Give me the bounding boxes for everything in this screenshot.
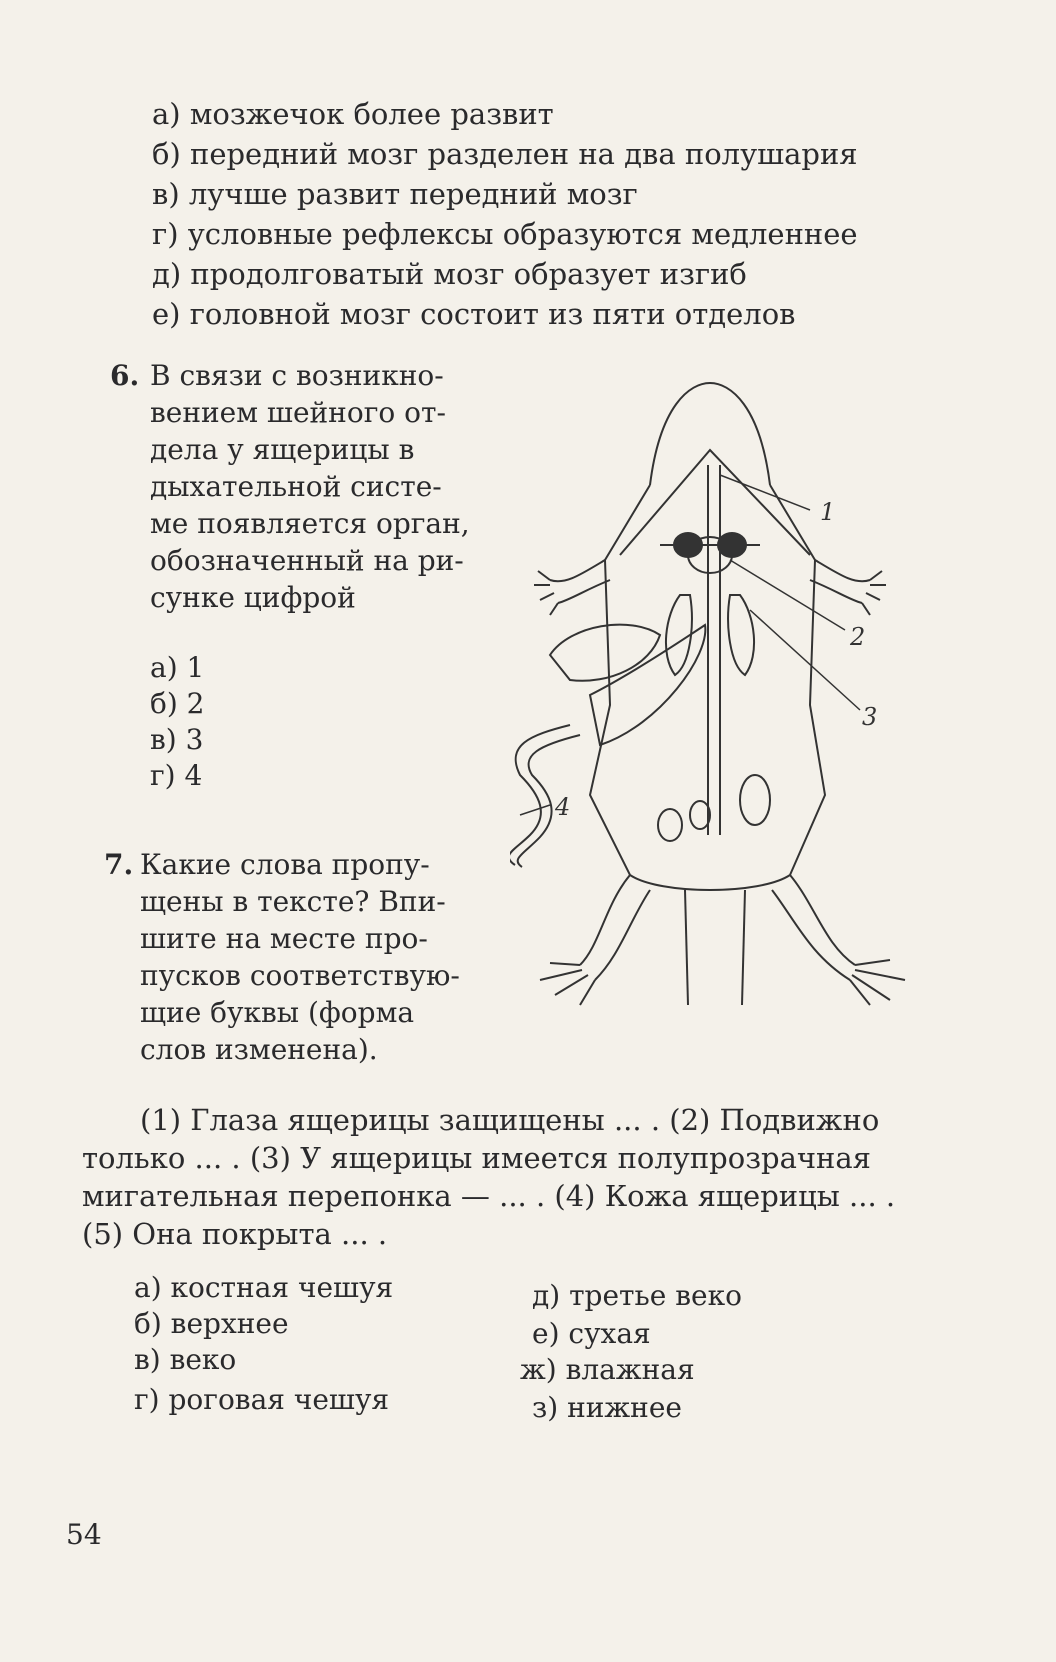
q6-option-c: в) 3 <box>150 723 204 756</box>
q5-option-e: д) продолговатый мозг образует изгиб <box>152 257 747 291</box>
q7-option-e: д) третье веко <box>532 1279 742 1312</box>
q7-line: щие буквы (форма <box>140 996 415 1029</box>
q7-passage-line: (1) Глаза ящерицы защищены ... . (2) Подвижно <box>140 1103 880 1137</box>
q6-line: ме появляется орган, <box>150 507 470 540</box>
q6-line: вением шейного от- <box>150 396 446 429</box>
q7-line: Какие слова пропу- <box>140 848 430 881</box>
q7-option-c: в) веко <box>134 1343 237 1376</box>
q7-option-d: г) роговая чешуя <box>134 1383 390 1416</box>
q6-line: обозначенный на ри- <box>150 544 464 577</box>
q6-option-b: б) 2 <box>150 687 205 720</box>
q7-number: 7. <box>104 848 134 881</box>
q6-option-a: а) 1 <box>150 651 205 684</box>
q6-number: 6. <box>110 359 140 392</box>
q7-line: шите на месте про- <box>140 922 428 955</box>
q7-option-b: б) верхнее <box>134 1307 289 1340</box>
q6-line: дела у ящерицы в <box>150 433 415 466</box>
q6-line: дыхательной систе- <box>150 470 442 503</box>
q7-option-f: е) сухая <box>532 1317 651 1350</box>
q5-option-d: г) условные рефлексы образуются медленнее <box>152 217 858 251</box>
lizard-drawing <box>510 375 970 1060</box>
q7-line: щены в тексте? Впи- <box>140 885 446 918</box>
q5-option-c: в) лучше развит передний мозг <box>152 177 638 211</box>
q5-option-b: б) передний мозг разделен на два полушария <box>152 137 858 171</box>
figure-label-3: 3 <box>862 703 878 731</box>
q7-option-a: а) костная чешуя <box>134 1271 394 1304</box>
lizard-anatomy-figure <box>510 375 970 1060</box>
q7-line: пусков соответствую- <box>140 959 460 992</box>
q7-option-h: з) нижнее <box>532 1391 682 1424</box>
q7-option-g: ж) влажная <box>520 1353 695 1386</box>
q6-line: сунке цифрой <box>150 581 356 614</box>
q7-passage-line: мигательная перепонка — ... . (4) Кожа ящерицы ... . <box>82 1179 896 1213</box>
figure-label-2: 2 <box>850 623 866 651</box>
figure-label-1: 1 <box>820 498 836 526</box>
q6-option-d: г) 4 <box>150 759 203 792</box>
q7-line: слов изменена). <box>140 1033 378 1066</box>
q6-line: В связи с возникно- <box>150 359 444 392</box>
q7-passage-line: (5) Она покрыта ... . <box>82 1217 388 1251</box>
q7-passage-line: только ... . (3) У ящерицы имеется полупрозрачная <box>82 1141 871 1175</box>
q5-option-a: а) мозжечок более развит <box>152 97 554 131</box>
figure-label-4: 4 <box>555 793 571 821</box>
q5-option-f: е) головной мозг состоит из пяти отделов <box>152 297 796 331</box>
page-number: 54 <box>66 1518 102 1551</box>
